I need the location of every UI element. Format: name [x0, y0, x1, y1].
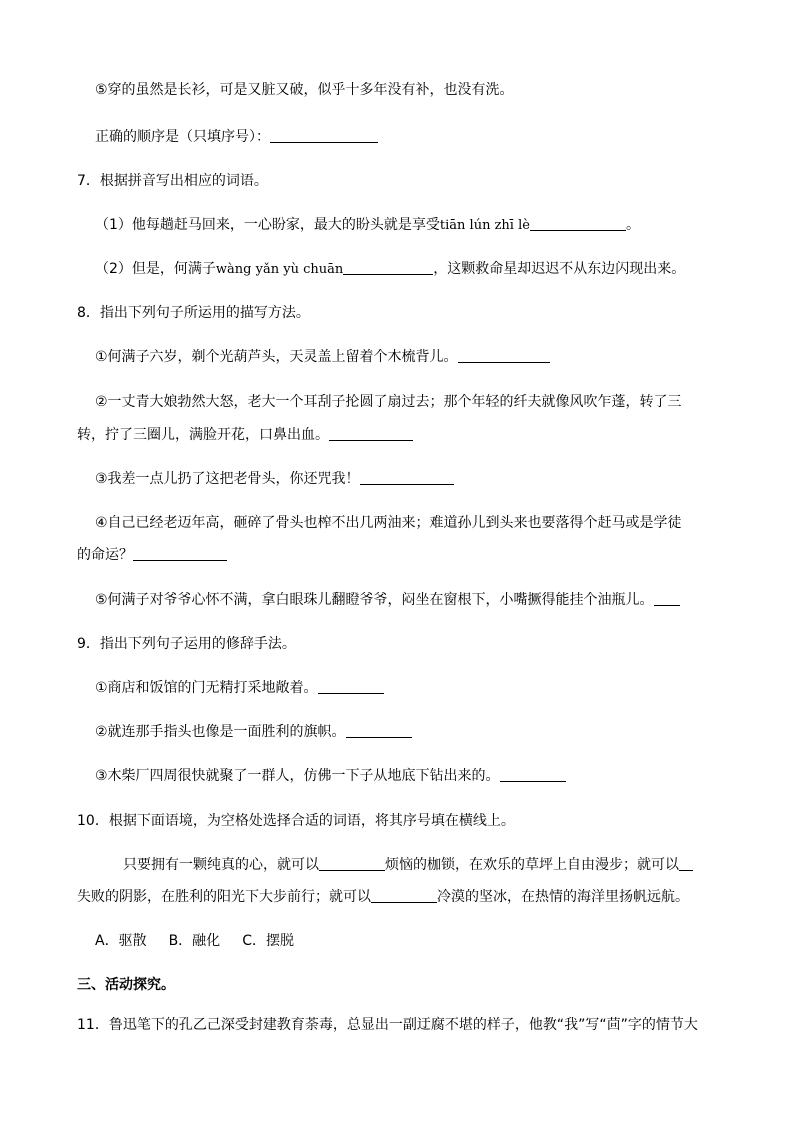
q9-s2-text: ②就连那手指头也像是一面胜利的旗帜。	[95, 724, 346, 740]
q8-s1-blank[interactable]	[458, 348, 550, 363]
q10-options	[95, 931, 316, 951]
q8-s2-text: 转，拧了三圈儿，满脸开花，口鼻出血。	[77, 427, 329, 443]
q9-s1-text: ①商店和饭馆的门无精打采地敞着。	[95, 680, 318, 696]
q10-p2b: 冷漠的坚冰，在热情的海洋里扬帆远航。	[437, 889, 689, 905]
q6-order-label: 正确的顺序是（只填序号）：	[95, 129, 270, 145]
q8-s3-text: ③我差一点儿扔了这把老骨头，你还咒我！	[95, 471, 360, 487]
q9-s3-text: ③木柴厂四周很快就聚了一群人，仿佛一下子从地底下钻出来的。	[95, 768, 500, 784]
q10-blank-2[interactable]	[679, 856, 693, 871]
q6-answer-blank[interactable]	[270, 128, 378, 143]
q9-s1-blank[interactable]	[318, 679, 384, 694]
q8-s2-blank[interactable]	[329, 426, 413, 441]
q6-item-5: ⑤穿的虽然是长衫，可是又脏又破，似乎十多年没有补，也没有洗。	[95, 82, 514, 98]
q9-s2-blank[interactable]	[346, 723, 412, 738]
q8-title: 8．指出下列句子所运用的描写方法。	[77, 305, 310, 321]
q10-option-b[interactable]: B．融化	[168, 933, 221, 949]
q10-passage-line-1	[123, 855, 693, 875]
q10-p1b: 烦恼的枷锁，在欢乐的草坪上自由漫步；就可以	[385, 857, 679, 873]
q8-sentence-4b	[77, 545, 227, 565]
q9-sentence-1	[95, 678, 384, 698]
q8-s4-text: 的命运？	[77, 547, 133, 563]
q7-s1-end: 。	[625, 217, 640, 233]
q7-s2-blank[interactable]	[343, 260, 433, 275]
q10-blank-3[interactable]	[371, 888, 437, 903]
q7-s1-pinyin: tiān lún zhī lè	[439, 218, 530, 233]
q7-title: 7．根据拼音写出相应的词语。	[77, 173, 268, 189]
section-3-heading: 三、活动探究。	[77, 977, 175, 993]
q7-s2-pinyin: wàng yǎn yù chuān	[215, 262, 344, 277]
q7-sentence-1	[95, 215, 640, 236]
q10-p2a: 失败的阴影，在胜利的阳光下大步前行；就可以	[77, 889, 371, 905]
q8-sentence-4a: ④自己已经老迈年高，砸碎了骨头也榨不出几两油来；难道孙儿到头来也要落得个赶马或是学徒	[95, 515, 682, 531]
q8-sentence-2a: ②一丈青大娘勃然大怒，老大一个耳刮子抡圆了扇过去；那个年轻的纤夫就像风吹乍蓬，转了三	[95, 394, 682, 410]
q8-s5-blank[interactable]	[654, 591, 680, 606]
q10-option-c[interactable]: C．摆脱	[242, 933, 294, 949]
q9-sentence-3	[95, 766, 566, 786]
q7-s2-text: （2）但是，何满子	[95, 261, 216, 277]
q9-title: 9．指出下列句子运用的修辞手法。	[77, 636, 296, 652]
q7-s1-blank[interactable]	[530, 216, 626, 231]
q9-s3-blank[interactable]	[500, 767, 566, 782]
q8-sentence-5	[95, 590, 680, 610]
q11-text: 11．鲁迅笔下的孔乙己深受封建教育荼毒，总显出一副迂腐不堪的样子，他教“我”写“茴”字的情节大	[77, 1017, 698, 1033]
q10-p1a: 只要拥有一颗纯真的心，就可以	[123, 857, 319, 873]
q8-s3-blank[interactable]	[360, 470, 454, 485]
q7-sentence-2	[95, 259, 685, 280]
q8-sentence-2b	[77, 425, 413, 445]
q10-blank-1[interactable]	[319, 856, 385, 871]
q7-s1-text: （1）他每趟赶马回来，一心盼家，最大的盼头就是享受	[95, 217, 440, 233]
q10-title: 10．根据下面语境，为空格处选择合适的词语，将其序号填在横线上。	[77, 813, 515, 829]
q10-option-a[interactable]: A．驱散	[95, 933, 147, 949]
q8-s4-blank[interactable]	[133, 546, 227, 561]
q9-sentence-2	[95, 722, 412, 742]
q10-passage-line-2	[77, 887, 689, 907]
q6-order-line	[95, 127, 378, 147]
q8-s1-text: ①何满子六岁，剃个光葫芦头，天灵盖上留着个木梳背儿。	[95, 349, 458, 365]
q8-sentence-1	[95, 347, 550, 367]
q8-s5-text: ⑤何满子对爷爷心怀不满，拿白眼珠儿翻瞪爷爷，闷坐在窗根下，小嘴撅得能挂个油瓶儿。	[95, 592, 654, 608]
q8-sentence-3	[95, 469, 454, 489]
q7-s2-end: ，这颗救命星却迟迟不从东边闪现出来。	[433, 261, 686, 277]
